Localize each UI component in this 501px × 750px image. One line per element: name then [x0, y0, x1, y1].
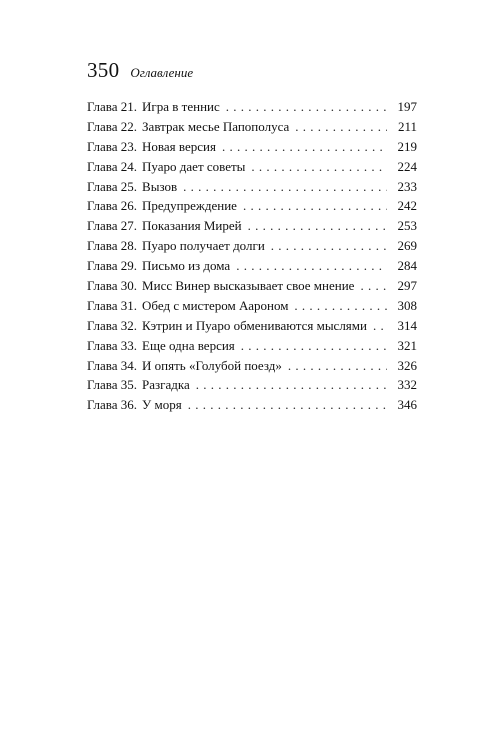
toc-entry [87, 316, 417, 336]
toc-entry [87, 117, 417, 137]
dot-leader [236, 256, 387, 276]
chapter-page-number: 269 [397, 238, 417, 254]
dot-leader [222, 137, 387, 157]
chapter-label: Глава 36. [87, 397, 138, 413]
chapter-title: Предупреждение [142, 198, 237, 214]
dot-leader [226, 97, 387, 117]
chapter-title: Показания Мирей [142, 218, 242, 234]
toc-entry [87, 375, 417, 395]
toc-entry [87, 256, 417, 276]
chapter-page-number: 308 [397, 297, 417, 313]
chapter-label: Глава 24. [87, 158, 138, 174]
chapter-page-number: 297 [397, 278, 417, 294]
chapter-title: У моря [142, 397, 182, 413]
chapter-title: Пуаро дает советы [142, 158, 246, 174]
chapter-page-number: 242 [397, 198, 417, 214]
chapter-page-number: 224 [397, 158, 417, 174]
chapter-title: Вызов [142, 178, 178, 194]
table-of-contents [87, 97, 417, 415]
dot-leader [271, 236, 387, 256]
chapter-page-number: 346 [397, 397, 417, 413]
toc-entry [87, 336, 417, 356]
chapter-label: Глава 31. [87, 297, 138, 313]
toc-entry [87, 356, 417, 376]
chapter-title: Новая версия [142, 138, 216, 154]
dot-leader [288, 356, 387, 376]
chapter-page-number: 253 [397, 218, 417, 234]
chapter-page-number: 326 [397, 357, 417, 373]
chapter-label: Глава 23. [87, 138, 138, 154]
chapter-label: Глава 29. [87, 258, 138, 274]
dot-leader [373, 316, 387, 336]
chapter-title: Мисс Винер высказывает свое мнение [142, 278, 355, 294]
dot-leader [243, 196, 387, 216]
chapter-title: Пуаро получает долги [142, 238, 265, 254]
chapter-title: Кэтрин и Пуаро обмениваются мыслями [142, 317, 367, 333]
chapter-page-number: 219 [397, 138, 417, 154]
chapter-title: Обед с мистером Аароном [142, 297, 289, 313]
chapter-page-number: 332 [397, 377, 417, 393]
toc-entry [87, 97, 417, 117]
toc-entry [87, 177, 417, 197]
chapter-label: Глава 22. [87, 118, 138, 134]
dot-leader [251, 157, 387, 177]
chapter-label: Глава 21. [87, 99, 138, 114]
chapter-page-number: 233 [397, 178, 417, 194]
dot-leader [360, 276, 387, 296]
dot-leader [196, 375, 387, 395]
section-title: Оглавление [130, 65, 194, 80]
chapter-title: Игра в теннис [142, 99, 220, 114]
chapter-label: Глава 33. [87, 337, 138, 353]
chapter-page-number: 314 [397, 317, 417, 333]
page-header [87, 60, 193, 81]
toc-entry [87, 296, 417, 316]
chapter-page-number: 321 [397, 337, 417, 353]
chapter-page-number: 211 [397, 118, 417, 134]
toc-entry [87, 137, 417, 157]
toc-entry [87, 216, 417, 236]
chapter-label: Глава 26. [87, 198, 138, 214]
chapter-title: Разгадка [142, 377, 190, 393]
page-number: 350 [87, 58, 120, 82]
chapter-page-number: 284 [397, 258, 417, 274]
dot-leader [241, 336, 387, 356]
chapter-label: Глава 34. [87, 357, 138, 373]
dot-leader [248, 216, 387, 236]
dot-leader [188, 395, 387, 415]
toc-entry [87, 196, 417, 216]
chapter-page-number: 197 [397, 99, 417, 114]
chapter-label: Глава 32. [87, 317, 138, 333]
dot-leader [295, 117, 387, 137]
dot-leader [294, 296, 387, 316]
chapter-label: Глава 35. [87, 377, 138, 393]
toc-entry [87, 276, 417, 296]
toc-entry [87, 157, 417, 177]
chapter-title: Еще одна версия [142, 337, 235, 353]
toc-entry [87, 395, 417, 415]
chapter-label: Глава 25. [87, 178, 138, 194]
dot-leader [183, 177, 387, 197]
chapter-title: Завтрак месье Папополуса [142, 118, 290, 134]
chapter-label: Глава 27. [87, 218, 138, 234]
toc-entry [87, 236, 417, 256]
chapter-title: И опять «Голубой поезд» [142, 357, 282, 373]
chapter-label: Глава 28. [87, 238, 138, 254]
chapter-title: Письмо из дома [142, 258, 231, 274]
chapter-label: Глава 30. [87, 278, 138, 294]
